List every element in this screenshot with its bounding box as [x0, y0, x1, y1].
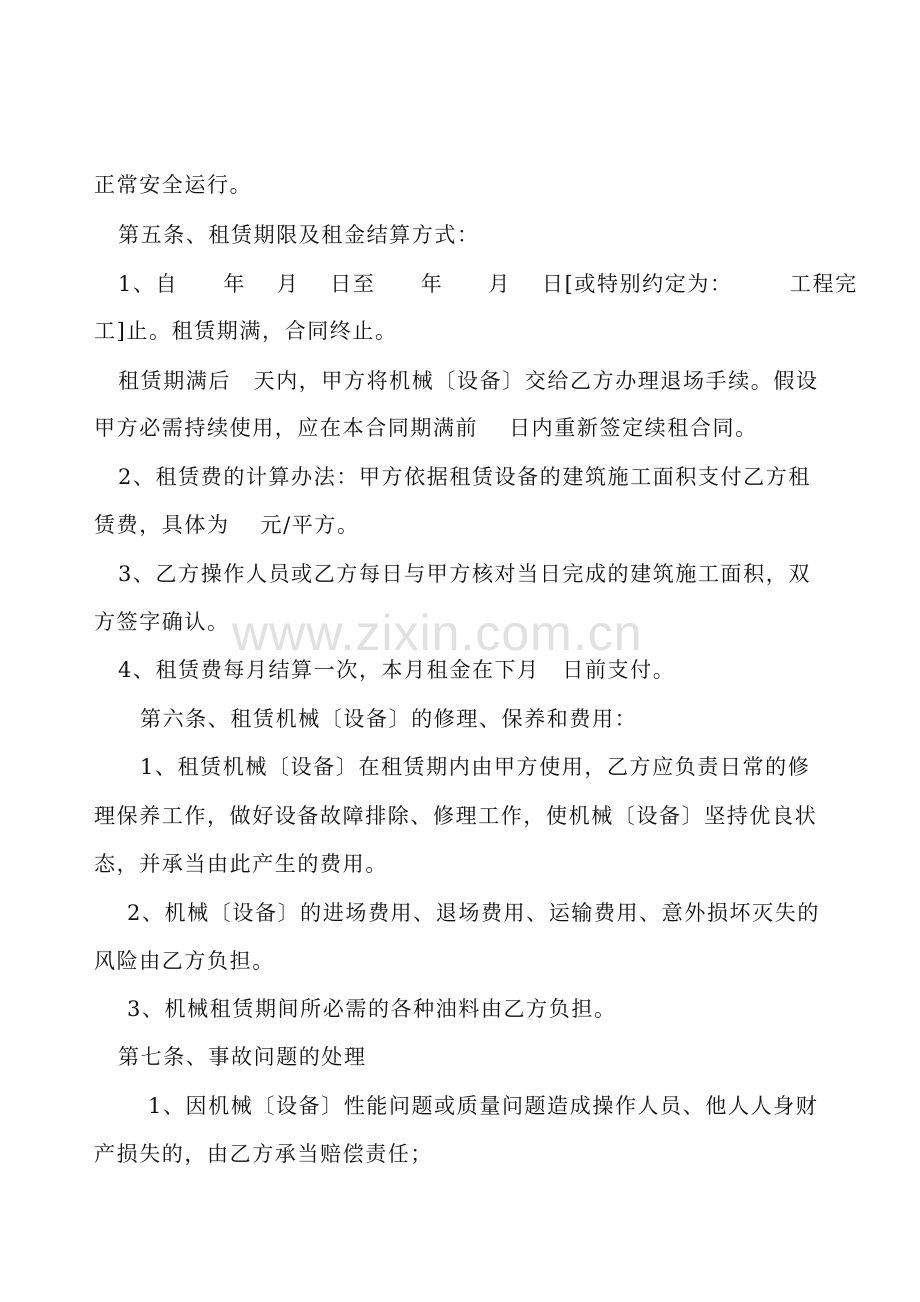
text-line: 态，并承当由此产生的费用。	[94, 852, 388, 876]
text-line: 3、乙方操作人员或乙方每日与甲方核对当日完成的建筑施工面积，双	[118, 562, 811, 586]
watermark: www.zixin.com.cn	[232, 605, 643, 661]
text-line: 方签字确认。	[94, 610, 230, 634]
text-line: 工]止。租赁期满，合同终止。	[94, 319, 398, 343]
text-line: 1、因机械〔设备〕性能问题或质量问题造成操作人员、他人人身财	[148, 1094, 819, 1118]
text-line: 租赁期满后 天内，甲方将机械〔设备〕交给乙方办理退场手续。假设	[118, 369, 819, 393]
text-line: 2、租赁费的计算办法：甲方依据租赁设备的建筑施工面积支付乙方租	[118, 465, 811, 489]
text-line: 3、机械租赁期间所必需的各种油料由乙方负担。	[127, 997, 617, 1021]
section-heading: 第七条、事故问题的处理	[118, 1045, 367, 1069]
text-line: 1、租赁机械〔设备〕在租赁期内由甲方使用，乙方应负责日常的修	[140, 755, 811, 779]
text-line: 正常安全运行。	[94, 173, 253, 197]
text-line: 1、自 年 月 日至 年 月 日[或特别约定为： 工程完	[118, 272, 858, 296]
text-line: 甲方必需持续使用，应在本合同期满前 日内重新签定续租合同。	[94, 416, 758, 440]
text-line: 赁费，具体为 元/平方。	[94, 513, 360, 537]
text-line: 产损失的，由乙方承当赔偿责任；	[94, 1142, 433, 1166]
section-heading: 第五条、租赁期限及租金结算方式：	[118, 223, 480, 247]
text-line: 风险由乙方负担。	[94, 949, 275, 973]
section-heading: 第六条、租赁机械〔设备〕的修理、保养和费用：	[140, 707, 638, 731]
text-line: 2、机械〔设备〕的进场费用、退场费用、运输费用、意外损坏灭失的	[127, 901, 820, 925]
text-line: 理保养工作，做好设备故障排除、修理工作，使机械〔设备〕坚持优良状	[94, 804, 818, 828]
text-line: 4、租赁费每月结算一次，本月租金在下月 日前支付。	[118, 658, 676, 682]
